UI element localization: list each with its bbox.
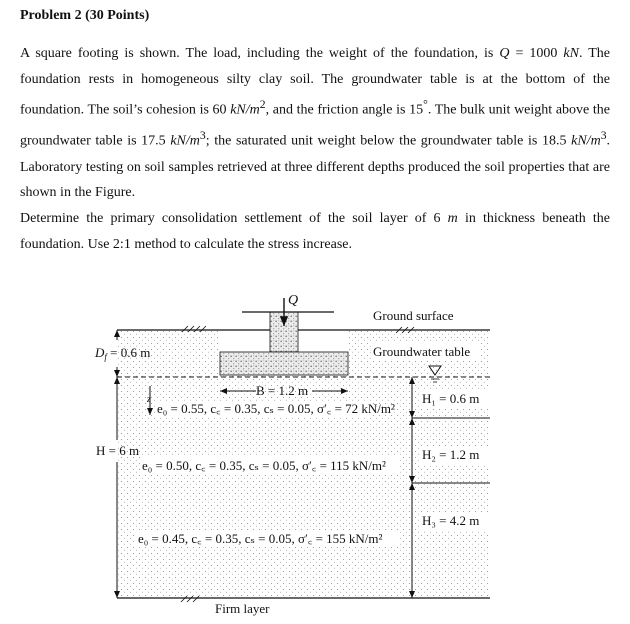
h2-label: H₂ = 1.2 m (422, 447, 480, 462)
load-label: Q (288, 293, 299, 308)
footing-base (220, 352, 348, 375)
problem-title: Problem 2 (30 Points) (20, 8, 150, 23)
problem-task: Determine the primary consolidation settlement of the soil layer of 6 m in thickness beneath the foundation. Use 2:1 method to calculate the stress increase. (20, 211, 610, 252)
h3-label: H₃ = 4.2 m (422, 513, 480, 528)
layer2-properties: e₀ = 0.50, c꜀ = 0.35, cₛ = 0.05, σ′꜀ = 115 kN/m² (142, 458, 386, 473)
groundwater-label: Groundwater table (373, 344, 471, 359)
problem-statement: A square footing is shown. The load, including the weight of the foundation, is Q = 1000 kN. The foundation rests in homogeneous silty clay soil. The groundwater table is at the bottom of the foundation. The soil’s cohesion is 60 $kN/m^2$, and the friction angle is 15°. The bulk unit weight above the groundwater table is 17.5 $kN/m^3$; the saturated unit weight below the groundwater table is 18.5 $kN/m^3$. Laboratory testing on soil samples retrieved at three different depths produced the soil properties that are shown in the Figure. (20, 46, 611, 201)
thickness-label: H = 6 m (96, 443, 140, 458)
layer1-properties: e₀ = 0.55, c꜀ = 0.35, cₛ = 0.05, σ′꜀ = 72 kN/m² (157, 401, 395, 416)
ground-surface-label: Ground surface (373, 308, 454, 323)
df-label: $D_f = 0.6$ m (95, 345, 151, 362)
width-label: B = 1.2 m (256, 383, 309, 398)
h1-label: H₁ = 0.6 m (422, 391, 480, 406)
firm-layer-label: Firm layer (215, 601, 270, 616)
layer3-properties: e₀ = 0.45, c꜀ = 0.35, cₛ = 0.05, σ′꜀ = 155 kN/m² (138, 531, 383, 546)
depth-label: z (147, 394, 151, 405)
